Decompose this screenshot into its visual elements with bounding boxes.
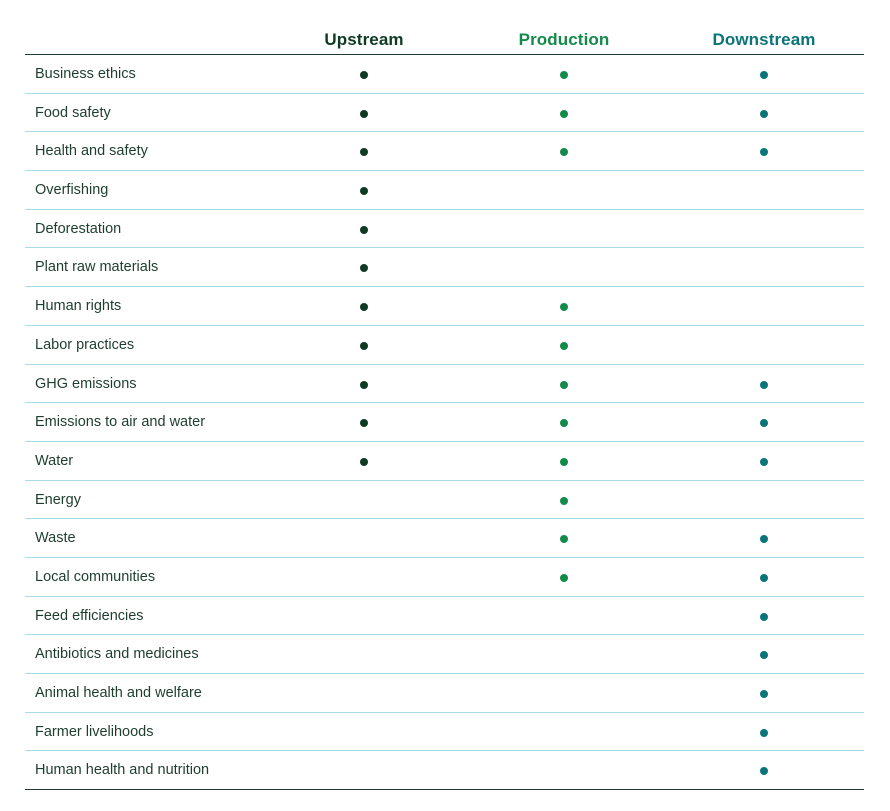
downstream-dot-icon: [760, 535, 768, 543]
row-label: Labor practices: [35, 336, 135, 353]
row-label: Food safety: [35, 104, 111, 121]
table-row: [25, 248, 864, 287]
row-label: Energy: [35, 491, 81, 508]
row-label: Waste: [35, 530, 76, 547]
table-row: [25, 674, 864, 713]
production-dot-icon: [560, 342, 568, 350]
downstream-dot-icon: [760, 110, 768, 118]
table-row: [25, 635, 864, 674]
row-label: Water: [35, 452, 74, 469]
downstream-dot-icon: [760, 71, 768, 79]
table-row: [25, 287, 864, 326]
upstream-dot-icon: [360, 419, 368, 427]
row-label: Plant raw materials: [35, 259, 159, 276]
table-row: [25, 210, 864, 249]
table-row: [25, 442, 864, 481]
row-label: Deforestation: [35, 220, 122, 237]
table-row: [25, 326, 864, 365]
production-dot-icon: [560, 574, 568, 582]
downstream-dot-icon: [760, 419, 768, 427]
row-label: Overfishing: [35, 182, 109, 199]
table-row: [25, 132, 864, 171]
row-label: Health and safety: [35, 143, 148, 160]
production-dot-icon: [560, 419, 568, 427]
downstream-dot-icon: [760, 148, 768, 156]
row-label: Animal health and welfare: [35, 685, 202, 701]
production-dot-icon: [560, 110, 568, 118]
row-label: Emissions to air and water: [35, 414, 206, 431]
upstream-dot-icon: [360, 71, 368, 79]
upstream-dot-icon: [360, 187, 368, 195]
table-row: [25, 55, 864, 94]
upstream-dot-icon: [360, 303, 368, 311]
table-row: [25, 481, 864, 520]
table-row: [25, 558, 864, 597]
table-row: [25, 597, 864, 636]
table-row: [25, 403, 864, 442]
row-label: Local communities: [35, 568, 156, 585]
table-row: [25, 713, 864, 752]
table-row: [25, 519, 864, 558]
upstream-dot-icon: [360, 264, 368, 272]
column-header-production: Production: [518, 30, 610, 49]
row-label: Feed efficiencies: [35, 607, 144, 624]
table-row: [25, 365, 864, 404]
downstream-dot-icon: [760, 458, 768, 466]
production-dot-icon: [560, 381, 568, 389]
downstream-dot-icon: [760, 729, 768, 737]
row-label: GHG emissions: [35, 375, 137, 392]
upstream-dot-icon: [360, 110, 368, 118]
table-body: [25, 55, 864, 790]
downstream-dot-icon: [760, 613, 768, 621]
table-row: [25, 751, 864, 790]
downstream-dot-icon: [760, 767, 768, 775]
row-label: Farmer livelihoods: [35, 723, 154, 740]
row-label: Human rights: [35, 298, 122, 315]
downstream-dot-icon: [760, 574, 768, 582]
column-header-downstream: Downstream: [712, 30, 816, 49]
downstream-dot-icon: [760, 651, 768, 659]
table-row: [25, 94, 864, 133]
table-row: [25, 171, 864, 210]
production-dot-icon: [560, 71, 568, 79]
row-label: Antibiotics and medicines: [35, 646, 199, 663]
upstream-dot-icon: [360, 381, 368, 389]
production-dot-icon: [560, 497, 568, 505]
row-label: Human health and nutrition: [35, 762, 210, 779]
table-header: [25, 28, 864, 55]
row-label: Business ethics: [35, 66, 136, 82]
downstream-dot-icon: [760, 690, 768, 698]
upstream-dot-icon: [360, 226, 368, 234]
value-chain-matrix: [25, 28, 864, 790]
production-dot-icon: [560, 303, 568, 311]
production-dot-icon: [560, 458, 568, 466]
production-dot-icon: [560, 148, 568, 156]
column-header-upstream: Upstream: [324, 30, 404, 49]
upstream-dot-icon: [360, 342, 368, 350]
upstream-dot-icon: [360, 148, 368, 156]
production-dot-icon: [560, 535, 568, 543]
downstream-dot-icon: [760, 381, 768, 389]
upstream-dot-icon: [360, 458, 368, 466]
